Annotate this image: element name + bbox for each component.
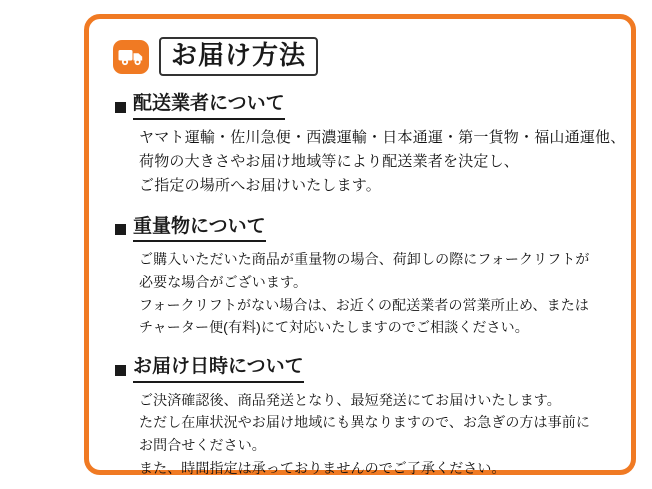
section-body [139,248,611,339]
body-line: フォークリフトがない場合は、お近くの配送業者の営業所止め、または [139,296,589,313]
delivery-truck-icon [113,40,149,74]
section-title: お届け日時について [133,355,304,383]
section-shipping-carrier [115,92,626,199]
square-bullet-icon [115,102,126,113]
section-heading-row [115,355,611,383]
body-line: また、時間指定は承っておりませんのでご了承ください。 [139,459,506,476]
body-line: ご指定の場所へお届けいたします。 [139,177,382,195]
body-line: ご決済確認後、商品発送となり、最短発送にてお届けいたします。 [139,391,561,408]
section-delivery-date [115,355,611,479]
body-line: 荷物の大きさやお届け地域等により配送業者を決定し、 [139,153,520,171]
body-line: お問合せください。 [139,437,266,454]
body-line: ただし在庫状況やお届け地域にも異なりますので、お急ぎの方は事前に [139,414,590,431]
section-body [139,126,626,199]
card-title-box [159,37,318,76]
body-line: チャーター便(有料)にて対応いたしますのでご相談ください。 [139,319,529,336]
section-body [139,389,611,480]
square-bullet-icon [115,224,126,235]
body-line: ヤマト運輸・佐川急便・西濃運輸・日本通運・第一貨物・福山通運他、 [139,128,626,146]
section-heading-row [115,215,611,243]
delivery-info-card [84,14,636,475]
section-title: 重量物について [133,215,266,243]
section-heading-row [115,92,611,120]
section-heavy-items [115,215,611,339]
body-line: ご購入いただいた商品が重量物の場合、荷卸しの際にフォークリフトが [139,251,590,268]
card-title-row [113,37,611,76]
body-line: 必要な場合がございます。 [139,274,308,291]
page-title: お届け方法 [171,40,307,70]
square-bullet-icon [115,365,126,376]
section-title: 配送業者について [133,92,285,120]
